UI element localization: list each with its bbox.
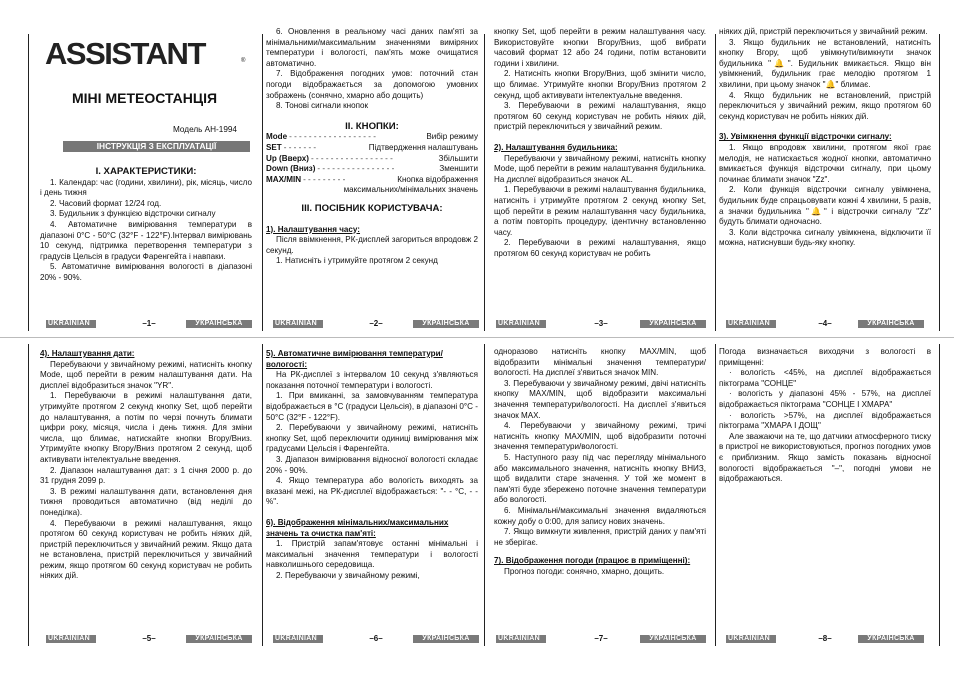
page-footer: [496, 635, 706, 645]
logo: ASSISTANT: [45, 36, 205, 71]
page-7-body: [494, 347, 706, 657]
paragraph: кнопку Set, щоб перейти в режим налаштування часу. Використовуйте кнопки Вгору/Вниз, щоб вибрати часовий формат 12 або 24 години, потім встановити години і хвилини.: [494, 27, 706, 68]
paragraph: 1. Перебуваючи в режимі налаштування дати, утримуйте протягом 2 секунд кнопку Set, щоб перейти до налаштування, а потім по черзі почнуть блимати цифри року, місяця, числа і день тижня. Для зміни числа, що блимає, натискайте кнопки Вгору/Вниз. Утримуйте кнопку Вгору/Вниз протягом 2 секунд, щоб активувати інтелектуальне введення.: [40, 391, 252, 464]
subsection-heading: 1). Налаштування часу:: [266, 224, 361, 234]
paragraph: 1. Календар: час (години, хвилини), рік, місяць, число і день тижня: [40, 177, 252, 198]
divider: [715, 34, 716, 331]
manual-banner: ІНСТРУКЦІЯ З ЕКСПЛУАТАЦІЇ: [63, 141, 250, 152]
paragraph: 6. Оновлення в реальному часі даних пам'яті за мінімальними/максимальним значеннями виміряних температури і вологості, пам'ять може очищатися автоматично.: [266, 27, 478, 68]
button-desc: Кнопка відображення: [397, 174, 478, 184]
page-6-body: [266, 347, 478, 657]
page-footer: [46, 320, 252, 330]
paragraph: Перебуваючи у звичайному режимі, натисніть кнопку Mode, щоб перейти в режим налаштування будильника. На дисплеї відобразиться значок AL.: [494, 153, 706, 184]
divider: [28, 34, 29, 331]
language-tag-en: UKRAINIAN: [46, 320, 96, 328]
language-tag-ua: УКРАЇНСЬКА: [640, 635, 706, 643]
language-tag-en: UKRAINIAN: [496, 320, 546, 328]
paragraph: Погода визначається виходячи з вологості в приміщенні:: [719, 347, 931, 367]
subsection-heading: 3). Увімкнення функції відстрочки сигналу:: [719, 132, 892, 142]
page-number: –6–: [369, 634, 383, 643]
button-name: Up (Вверх): [266, 153, 309, 163]
divider: [262, 34, 263, 331]
page-number: –2–: [369, 319, 383, 328]
button-desc-cont: максимальних/мінімальних значень: [343, 185, 478, 195]
button-name: Down (Вниз): [266, 164, 316, 174]
dots: - - - - - - - - -: [303, 174, 346, 184]
page-8-body: [719, 347, 931, 657]
paragraph: Але зважаючи на те, що датчики атмосферного тиску в пристрої не використовуються, прогноз погодних умов є приблизним. Якщо замість показань відносної вологості відображається "–", погодні умови не відображаються.: [719, 431, 931, 484]
page-3-body: [494, 27, 706, 337]
subsection-heading: 7). Відображення погоди (працює в приміщенні):: [494, 556, 691, 566]
divider: [939, 34, 940, 331]
paragraph: 4. Перебуваючи в режимі налаштування, якщо протягом 60 секунд користувач не робить ніяких дій, пристрій переключиться у звичайний режим. Якщо дата не встановлена, пристрій переключиться у звичайний режим, якщо протягом 60 секунд користувач не робить ніяких дій.: [40, 518, 252, 581]
page-number: –8–: [818, 634, 832, 643]
paragraph: ніяких дій, пристрій переключиться у звичайний режим.: [719, 27, 928, 36]
paragraph: 4. Якщо будильник не встановлений, пристрій переключиться у звичайний режим, якщо протягом 60 секунд користувач не робить ніяких дій.: [719, 90, 931, 121]
paragraph: 7. Якщо вимкнути живлення, пристрій даних у пам'яті не зберігає.: [494, 527, 706, 547]
divider: [484, 344, 485, 646]
paragraph: 1. Перебуваючи в режимі налаштування будильника, натисніть і утримуйте протягом 2 секунд кнопку Set, щоб перейти в режим налаштування часу будильника, а потім повторіть процедуру, ідентичну встановленню часу.: [494, 185, 706, 237]
paragraph: 5. Автоматичне вимірювання вологості в діапазоні 20% - 90%.: [40, 262, 252, 282]
button-name: Mode: [266, 132, 288, 142]
button-desc: Збільшити: [438, 153, 478, 163]
subsection-heading: 4). Налаштування дати:: [40, 349, 135, 358]
language-tag-en: UKRAINIAN: [496, 635, 546, 643]
paragraph: Після ввімкнення, РК-дисплей загориться впродовж 2 секунд.: [266, 235, 478, 255]
paragraph: 2. Коли функція відстрочки сигналу увімкнена, будильник буде спрацьовувати кожні 4 хвилини, 5 разів, а значки будильника "🔔" і відстрочки сигналу "Zz" будуть блимати одночасно.: [719, 185, 931, 227]
language-tag-ua: УКРАЇНСЬКА: [186, 635, 252, 643]
paragraph: 1. Пристрій запам'ятовує останні мінімальні і максимальні значення температури і вологості навколишнього середовища.: [266, 539, 478, 570]
paragraph: 1. Натисніть і утримуйте протягом 2 секунд: [276, 256, 438, 266]
section-heading: II. КНОПКИ:: [345, 120, 399, 132]
button-row: [266, 143, 478, 154]
paragraph: 3. Діапазон вимірювання відносної вологості складає 20% - 90%.: [266, 454, 478, 475]
divider: [484, 34, 485, 331]
logo-reg-mark: ®: [241, 58, 246, 64]
page-title: МІНІ МЕТЕОСТАНЦІЯ: [72, 90, 218, 106]
divider: [0, 337, 954, 338]
paragraph: 4. Перебуваючи у звичайному режимі, тричі натисніть кнопку MAX/MIN, щоб відобразити поточні значення температури/вологості.: [494, 421, 706, 452]
paragraph: 3. В режимі налаштування дати, встановлення дня тижня проводиться автоматично (від неділі до понеділка).: [40, 486, 252, 517]
dots: - - - - - - - - - - - - - - - -: [317, 164, 395, 174]
divider: [715, 344, 716, 646]
divider: [262, 344, 263, 646]
button-row: [266, 164, 478, 175]
language-tag-ua: УКРАЇНСЬКА: [640, 320, 706, 328]
page-5-body: [40, 347, 252, 657]
paragraph: 3. Коли відстрочка сигналу увімкнена, відключити її можна, натиснувши будь-яку кнопку.: [719, 227, 931, 248]
subsection-heading: 5). Автоматичне вимірювання температури/вологості:: [266, 349, 443, 369]
paragraph: 3. Будильник з функцією відстрочки сигналу: [50, 209, 216, 219]
page-number: –5–: [142, 634, 156, 643]
page-2-body: [266, 27, 478, 337]
language-tag-en: UKRAINIAN: [273, 320, 323, 328]
divider: [28, 344, 29, 646]
paragraph: 3. Якщо будильник не встановлений, натисніть кнопку Вгору, щоб увімкнути/вимкнути значок будильника "🔔". Будильник вмикається. Якщо він увімкнений, будильник грає мелодію протягом 1 хвилини, при цьому значок "🔔" блимає.: [719, 37, 931, 89]
language-tag-ua: УКРАЇНСЬКА: [413, 635, 479, 643]
page-footer: [496, 320, 706, 330]
paragraph: 2. Перебуваючи у звичайному режимі,: [276, 570, 420, 580]
language-tag-en: UKRAINIAN: [726, 320, 776, 328]
language-tag-ua: УКРАЇНСЬКА: [858, 635, 924, 643]
paragraph: На РК-дисплеї з інтервалом 10 секунд з'являються показання поточної температури і вологості.: [266, 370, 478, 390]
page-4-body: [719, 27, 931, 337]
section-heading: III. ПОСІБНИК КОРИСТУВАЧА:: [301, 202, 443, 214]
paragraph: 1. При вмиканні, за замовчуванням температура відображається в °C (градуси Цельсія), в діапазоні 0°C - 50°C (32°F - 122°F).: [266, 391, 478, 422]
language-tag-en: UKRAINIAN: [726, 635, 776, 643]
paragraph: 4. Автоматичне вимірювання температури в діапазоні 0°C - 50°C (32°F - 122°F).Інтервал вимірювань 10 секунд, підтримка перетворення температури з градусів Цельсія в градуси Фаренгейта і навпаки.: [40, 219, 252, 261]
dots: - - - - - - - - - - - - - - - - -: [310, 153, 393, 163]
model-label: Модель AH-1994: [173, 125, 237, 134]
section-heading: I. ХАРАКТЕРИСТИКИ:: [95, 167, 197, 177]
paragraph: 2. Діапазон налаштування дат: з 1 січня 2000 р. до 31 грудня 2099 р.: [40, 465, 252, 486]
paragraph: одноразово натисніть кнопку MAX/MIN, щоб відобразити мінімальні значення температури/ вологості. На дисплеї з'явиться значок MIN.: [494, 347, 706, 378]
button-name: MAX/MIN: [266, 174, 302, 184]
paragraph: 8. Тонові сигнали кнопок: [276, 101, 369, 111]
paragraph: 7. Відображення погодних умов: поточний стан погоди відображається за допомогою умовних зображень (сонячно, хмарно або дощить): [266, 69, 478, 100]
button-name: SET: [266, 142, 282, 152]
paragraph: Перебуваючи у звичайному режимі, натисніть кнопку Mode, щоб перейти в режим налаштування дати. На дисплеї відобразиться значок "YR".: [40, 359, 252, 390]
button-desc: Підтвердження налаштувань: [368, 142, 478, 152]
paragraph: 2. Перебуваючи в режимі налаштування, якщо протягом 60 секунд користувач не робить: [494, 238, 706, 258]
button-row: [266, 175, 478, 186]
page-footer: [726, 320, 924, 330]
paragraph: · вологість >57%, на дисплеї відображається піктограма "ХМАРА І ДОЩ": [719, 410, 931, 431]
dots: - - - - - - -: [283, 142, 317, 152]
divider: [939, 344, 940, 646]
paragraph: 4. Якщо температура або вологість виходять за вказані межі, на РК-дисплеї відображається: "- - °C, - -%".: [266, 476, 478, 507]
subsection-heading: 6). Відображення мінімальних/максимальних значень та очистка пам'яті:: [266, 517, 449, 538]
paragraph: 5. Наступного разу під час перегляду мінімального або максимального значення, натисніть кнопку ВНИЗ, щоб видалити старе значення. У той же момент в пам'яті буде збережено поточне значення температури або вологості.: [494, 452, 706, 505]
language-tag-en: UKRAINIAN: [273, 635, 323, 643]
button-desc: Вибір режиму: [426, 132, 478, 142]
button-desc: Зменшити: [439, 164, 478, 174]
button-row: [266, 154, 478, 165]
language-tag-ua: УКРАЇНСЬКА: [413, 320, 479, 328]
paragraph: 3. Перебуваючи у звичайному режимі, двічі натисніть кнопку MAX/MIN, щоб відобразити максимальні значення температури/вологості. На дисплеї з'явиться значок MAX.: [494, 378, 706, 420]
page-1-body: [40, 167, 252, 317]
paragraph: 3. Перебуваючи в режимі налаштування, якщо протягом 60 секунд користувач не робить ніяких дій, пристрій переключиться у звичайний режим.: [494, 101, 706, 132]
page-number: –3–: [594, 319, 608, 328]
button-row: [266, 132, 478, 143]
page-footer: [273, 635, 479, 645]
paragraph: 6. Мінімальні/максимальні значення видаляються кожну добу о 0:00, для запису нових значень.: [494, 505, 706, 526]
page-footer: [273, 320, 479, 330]
paragraph: 2. Часовий формат 12/24 год.: [50, 198, 162, 208]
page-footer: [46, 635, 252, 645]
page-number: –7–: [594, 634, 608, 643]
paragraph: 2. Перебуваючи у звичайному режимі, натисніть кнопку Set, щоб переключити одиниці вимірювання між градусами Цельсія і Фаренгейта.: [266, 423, 478, 454]
dots: - - - - - - - - - - - - - - - - - -: [289, 132, 376, 142]
page-number: –1–: [142, 319, 156, 328]
language-tag-ua: УКРАЇНСЬКА: [186, 320, 252, 328]
paragraph: Прогноз погоди: сонячно, хмарно, дощить.: [504, 566, 665, 576]
paragraph: · вологість у діапазоні 45% - 57%, на дисплеї відображається піктограма "СОНЦЕ І ХМАРА": [719, 389, 931, 409]
language-tag-ua: УКРАЇНСЬКА: [858, 320, 924, 328]
page-number: –4–: [818, 319, 832, 328]
paragraph: 2. Натисніть кнопки Вгору/Вниз, щоб змінити число, що блимає. Утримуйте кнопки Вгору/Вниз протягом 2 секунд, щоб активувати інтелектуальне введення.: [494, 69, 706, 100]
paragraph: 1. Якщо впродовж хвилини, протягом якої грає мелодія, не натискається жодної кнопки, автоматично вмикається функція відстрочки сигналу, при цьому починає блимати значок "Zz".: [719, 142, 931, 184]
paragraph: · вологість <45%, на дисплеї відображається піктограма "СОНЦЕ": [719, 368, 931, 388]
page-footer: [726, 635, 924, 645]
subsection-heading: 2). Налаштування будильника:: [494, 142, 618, 152]
language-tag-en: UKRAINIAN: [46, 635, 96, 643]
